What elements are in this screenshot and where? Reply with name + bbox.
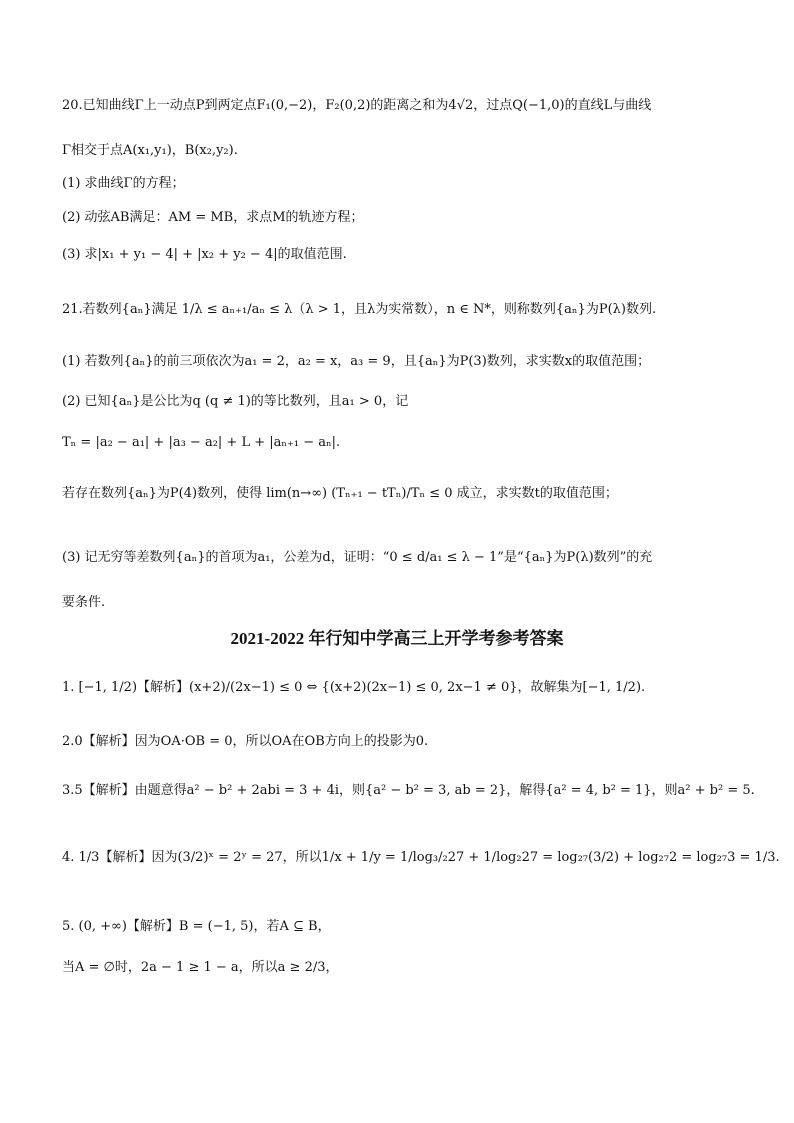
problem-21-part-1: (1) 若数列{aₙ}的前三项依次为a₁ = 2，a₂ = x，a₃ = 9，且{aₙ}为P(3)数列，求实数x的取值范围； [62,354,651,369]
problem-20-part-3: (3) 求|x₁ + y₁ − 4| + |x₂ + y₂ − 4|的取值范围. [62,247,347,262]
problem-21-part-3-cont: 要条件. [62,595,106,610]
answer-key-title: 2021-2022 年行知中学高三上开学考参考答案 [230,629,564,648]
answer-5: 5. (0, +∞)【解析】B = (−1, 5)，若A ⊆ B， [62,919,331,934]
problem-20-part-2: (2) 动弦AB满足：AM = MB，求点M的轨迹方程； [62,210,364,225]
problem-20-part-1: (1) 求曲线Γ的方程； [62,176,185,191]
problem-21-part-2: (2) 已知{aₙ}是公比为q (q ≠ 1)的等比数列，且a₁ > 0，记 [62,394,409,409]
problem-20-statement: 20.已知曲线Γ上一动点P到两定点F₁(0,−2)，F₂(0,2)的距离之和为4√2，过点Q(−1,0)的直线L与曲线 [62,98,652,113]
answer-3: 3.5【解析】由题意得a² − b² + 2abi = 3 + 4i，则{a² − b² = 3, ab = 2}，解得{a² = 4, b² = 1}，则a² + b² = 5. [62,783,755,798]
problem-21-part-3: (3) 记无穷等差数列{aₙ}的首项为a₁，公差为d，证明：“0 ≤ d/a₁ ≤ λ − 1”是“{aₙ}为P(λ)数列”的充 [62,550,653,565]
problem-21-part-2-formula: Tₙ = |a₂ − a₁| + |a₃ − a₂| + L + |aₙ₊₁ − aₙ|. [62,435,341,450]
answer-4: 4. 1/3【解析】因为(3/2)ˣ = 2ʸ = 27，所以1/x + 1/y = 1/log₃/₂27 + 1/log₂27 = log₂₇(3/2) + log₂₇2 = log₂₇3 = 1/3. [62,850,780,865]
answer-5-cont: 当A = ∅时，2a − 1 ≥ 1 − a，所以a ≥ 2/3， [62,960,339,975]
problem-21-part-2-condition: 若存在数列{aₙ}为P(4)数列，使得 lim(n→∞) (Tₙ₊₁ − tTₙ)/Tₙ ≤ 0 成立，求实数t的取值范围； [62,486,618,501]
problem-21-statement: 21.若数列{aₙ}满足 1/λ ≤ aₙ₊₁/aₙ ≤ λ（λ > 1，且λ为实常数），n ∈ N*，则称数列{aₙ}为P(λ)数列. [62,302,657,317]
answer-1: 1. [−1, 1/2)【解析】(x+2)/(2x−1) ≤ 0 ⇔ {(x+2)(2x−1) ≤ 0, 2x−1 ≠ 0}，故解集为[−1, 1/2). [62,680,646,695]
problem-20-statement-cont: Γ相交于点A(x₁,y₁)，B(x₂,y₂). [62,143,238,158]
answer-2: 2.0【解析】因为OA·OB = 0，所以OA在OB方向上的投影为0. [62,734,429,749]
